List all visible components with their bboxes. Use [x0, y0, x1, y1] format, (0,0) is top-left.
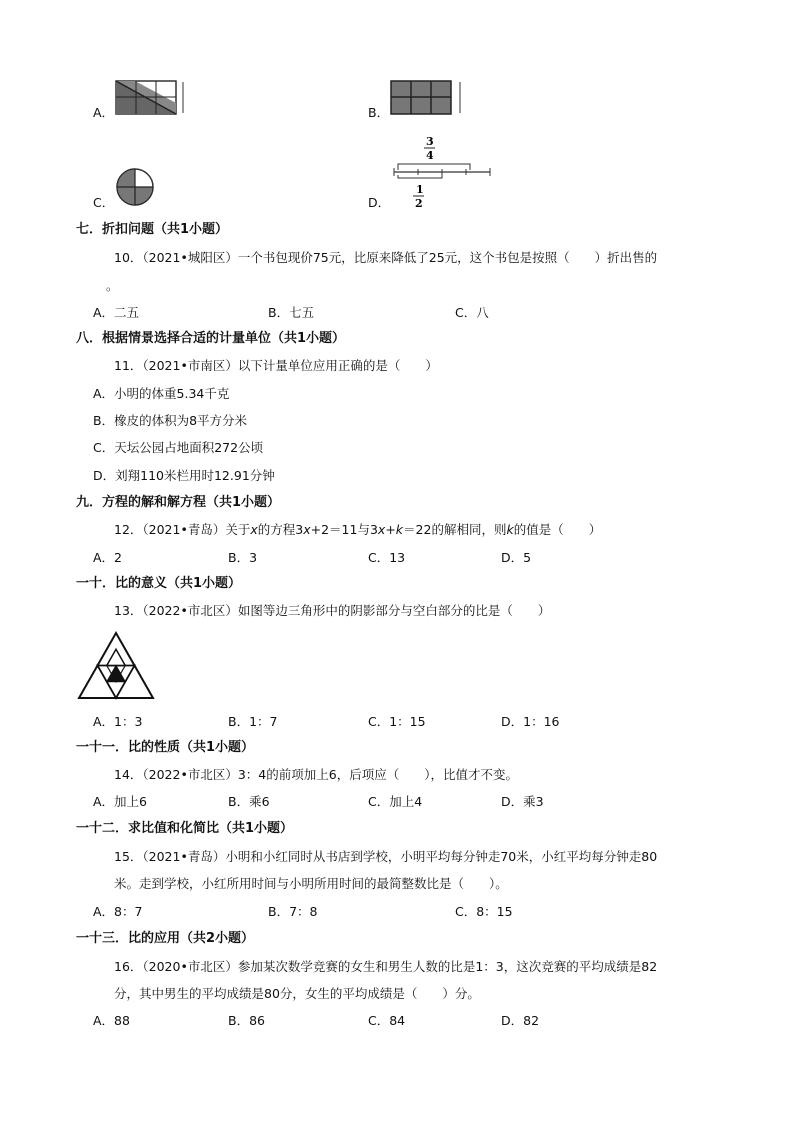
- q13-option-c: C．1：15: [368, 714, 426, 729]
- q13-option-b: B．1：7: [228, 714, 278, 729]
- q10-option-b: B．七五: [268, 305, 315, 320]
- question-15-line1: 15．（2021•青岛）小明和小红同时从书店到学校，小明平均每分钟走70米，小红平均每分钟走80: [114, 849, 658, 864]
- q13-option-a: A．1：3: [93, 714, 143, 729]
- q16-option-b: B．86: [228, 1013, 265, 1028]
- question-16-line2: 分，其中男生的平均成绩是80分，女生的平均成绩是（ ）分。: [114, 986, 480, 1001]
- q12-option-a: A．2: [93, 550, 123, 565]
- option-b-figure: [390, 80, 465, 116]
- option-a-figure: [115, 80, 185, 116]
- option-d-figure: [392, 134, 494, 208]
- question-10-line1: 10．（2021•城阳区）一个书包现价75元，比原来降低了25元，这个书包是按照（ ）折出售的: [114, 250, 658, 265]
- q16-option-c: C．84: [368, 1013, 406, 1028]
- section-heading-7: 七．折扣问题（共1小题）: [76, 222, 229, 237]
- q13-option-d: D．1：16: [501, 714, 560, 729]
- option-d-label: D．: [368, 195, 391, 210]
- question-14: 14．（2022•市北区）3：4的前项加上6，后项应（ ），比值才不变。: [114, 767, 518, 782]
- question-12: 12．（2021•青岛）关于x的方程3x+2＝11与3x+k＝22的解相同，则k的值是（ ）: [114, 522, 602, 537]
- option-a-label: A．: [93, 105, 115, 120]
- option-c-figure: [115, 167, 159, 207]
- q14-option-c: C．加上4: [368, 794, 423, 809]
- section-heading-11: 一十一．比的性质（共1小题）: [76, 740, 255, 755]
- section-heading-9: 九．方程的解和解方程（共1小题）: [76, 495, 281, 510]
- fraction-top-numerator: 3: [426, 135, 434, 148]
- q16-option-d: D．82: [501, 1013, 540, 1028]
- section-heading-8: 八．根据情景选择合适的计量单位（共1小题）: [76, 331, 346, 346]
- fraction-bottom-numerator: 1: [416, 183, 424, 196]
- option-c-label: C．: [93, 195, 115, 210]
- equilateral-triangle-figure: [76, 631, 156, 701]
- question-16-line1: 16．（2020•市北区）参加某次数学竞赛的女生和男生人数的比是1：3，这次竞赛的平均成绩是82: [114, 959, 658, 974]
- section-heading-12: 一十二．求比值和化简比（共1小题）: [76, 821, 294, 836]
- question-15-line2: 米。走到学校，小红所用时间与小明所用时间的最简整数比是（ ）。: [114, 876, 508, 891]
- q15-option-c: C．8：15: [455, 904, 513, 919]
- q14-option-d: D．乘3: [501, 794, 544, 809]
- q12-option-d: D．5: [501, 550, 532, 565]
- q11-option-a: A．小明的体重5.34千克: [93, 386, 230, 401]
- question-13: 13．（2022•市北区）如图等边三角形中的阴影部分与空白部分的比是（ ）: [114, 603, 551, 618]
- fraction-bottom-denominator: 2: [415, 197, 423, 208]
- question-11: 11．（2021•市南区）以下计量单位应用正确的是（ ）: [114, 358, 438, 373]
- q10-option-c: C．八: [455, 305, 489, 320]
- q15-option-b: B．7：8: [268, 904, 318, 919]
- option-b-label: B．: [368, 105, 390, 120]
- q16-option-a: A．88: [93, 1013, 130, 1028]
- question-10-line2: 。: [106, 278, 119, 293]
- q10-option-a: A．二五: [93, 305, 140, 320]
- q11-option-b: B．橡皮的体积为8平方分米: [93, 413, 248, 428]
- fraction-top-denominator: 4: [426, 149, 434, 162]
- q12-option-b: B．3: [228, 550, 258, 565]
- q11-option-d: D．刘翔110米栏用时12.91分钟: [93, 468, 275, 483]
- q15-option-a: A．8：7: [93, 904, 143, 919]
- q14-option-b: B．乘6: [228, 794, 270, 809]
- section-heading-13: 一十三．比的应用（共2小题）: [76, 931, 255, 946]
- q11-option-c: C．天坛公园占地面积272公顷: [93, 440, 264, 455]
- section-heading-10: 一十．比的意义（共1小题）: [76, 576, 242, 591]
- q14-option-a: A．加上6: [93, 794, 148, 809]
- q12-option-c: C．13: [368, 550, 406, 565]
